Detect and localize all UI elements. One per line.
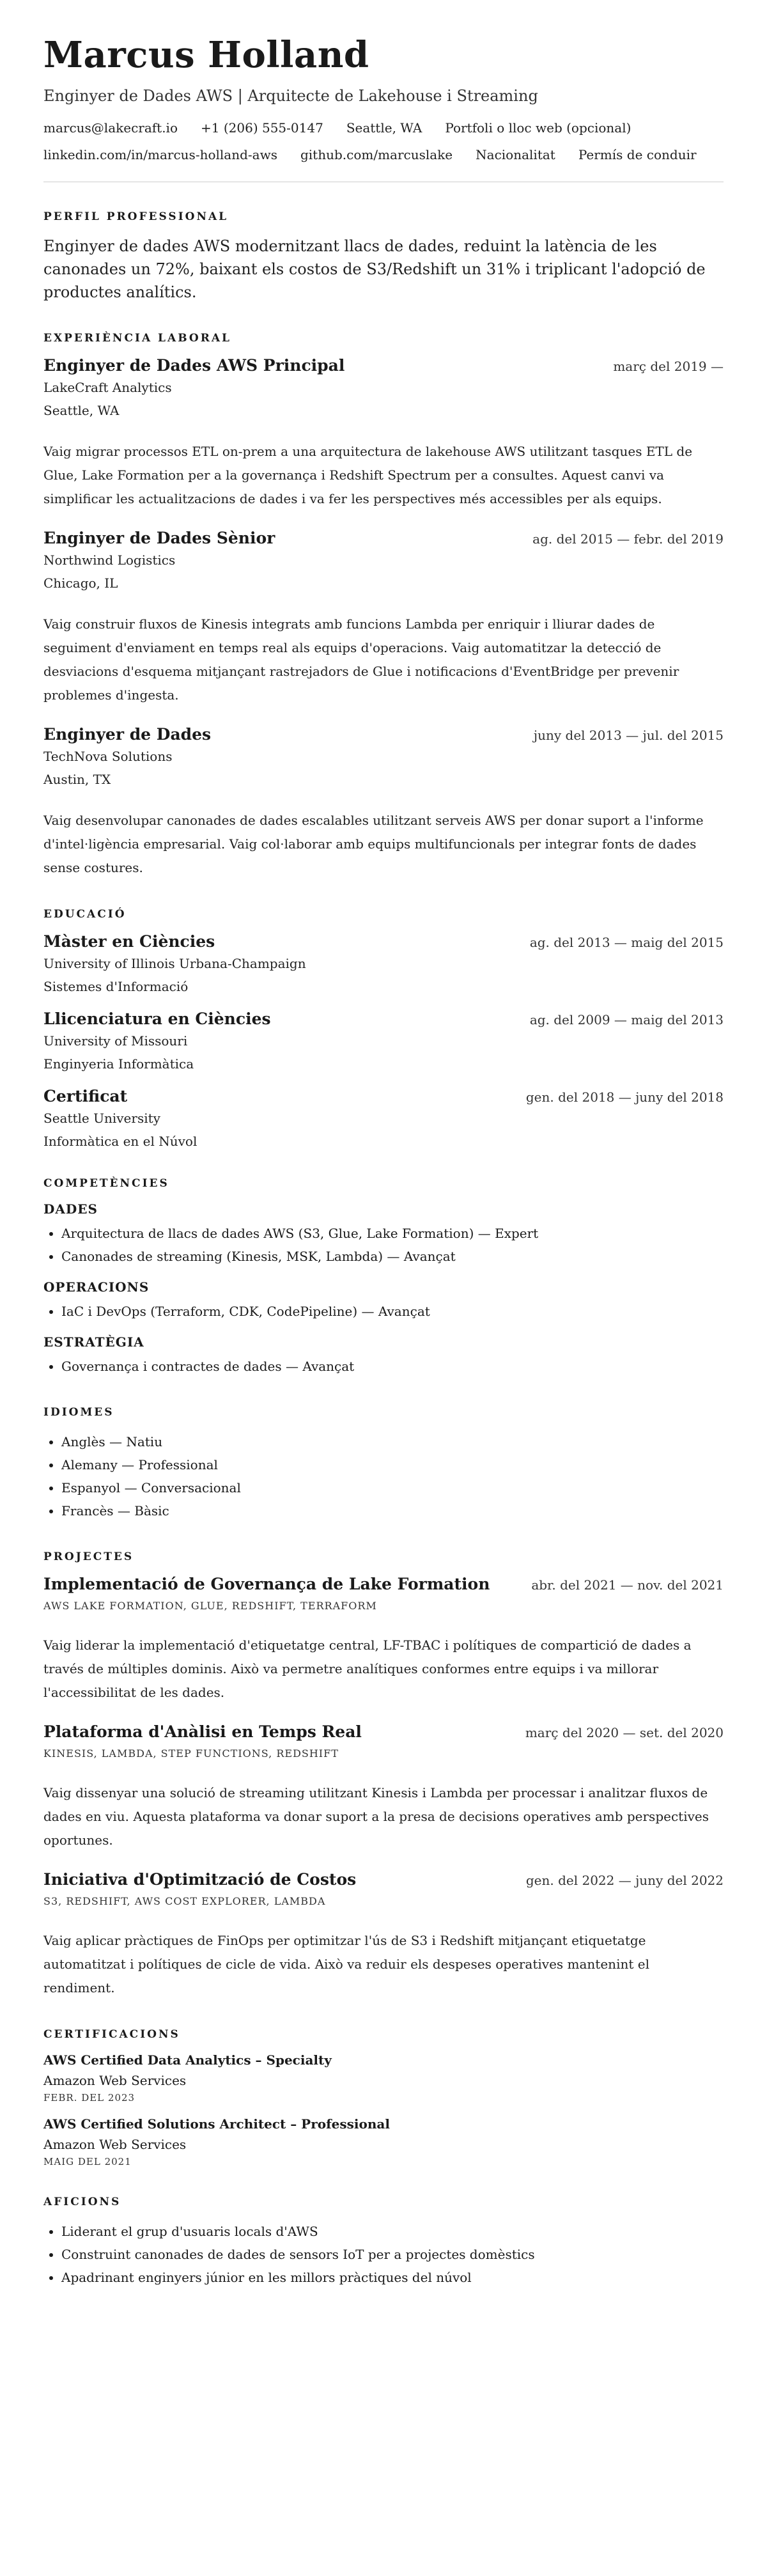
candidate-name: Marcus Holland bbox=[43, 34, 369, 76]
project-entry bbox=[43, 1575, 724, 1705]
experience-entry bbox=[43, 725, 724, 880]
skill-group-title: ESTRATÈGIA bbox=[43, 1334, 144, 1350]
nationality-text: Nacionalitat bbox=[476, 146, 555, 162]
linkedin-link[interactable]: linkedin.com/in/marcus-holland-aws bbox=[43, 146, 277, 162]
project-tags: KINESIS, LAMBDA, STEP FUNCTIONS, REDSHIFT bbox=[43, 1747, 339, 1760]
skill-group-title: DADES bbox=[43, 1201, 98, 1217]
certification-date: FEBR. DEL 2023 bbox=[43, 2091, 136, 2104]
education-entry bbox=[43, 932, 724, 994]
hobby-item: • Apadrinant enginyers júnior en les millors pràctiques del núvol bbox=[61, 2266, 724, 2289]
skill-item: • Canonades de streaming (Kinesis, MSK, Lambda) — Avançat bbox=[61, 1245, 724, 1268]
hobby-list bbox=[43, 2220, 724, 2289]
project-dates: març del 2020 — set. del 2020 bbox=[525, 1724, 724, 1740]
education-section bbox=[43, 908, 724, 1149]
school-name: University of Illinois Urbana-Champaign bbox=[43, 955, 306, 971]
certification-entry bbox=[43, 2116, 724, 2167]
phone-link[interactable]: +1 (206) 555-0147 bbox=[201, 120, 323, 136]
skills-section bbox=[43, 1177, 724, 1378]
skill-list bbox=[43, 1355, 724, 1378]
projects-section bbox=[43, 1550, 724, 2000]
experience-section bbox=[43, 332, 724, 880]
job-dates: juny del 2013 — jul. del 2015 bbox=[533, 727, 724, 743]
certification-name: AWS Certified Solutions Architect – Professional bbox=[43, 2116, 390, 2132]
job-location: Chicago, IL bbox=[43, 575, 118, 591]
contact-row-primary bbox=[43, 120, 724, 136]
certification-entry bbox=[43, 2052, 724, 2104]
study-field: Informàtica en el Núvol bbox=[43, 1133, 198, 1149]
education-dates: gen. del 2018 — juny del 2018 bbox=[525, 1089, 724, 1105]
hobby-item: • Liderant el grup d'usuaris locals d'AWS bbox=[61, 2220, 724, 2243]
project-dates: gen. del 2022 — juny del 2022 bbox=[525, 1872, 724, 1888]
resume-header bbox=[43, 36, 724, 162]
language-item: • Anglès — Natiu bbox=[61, 1430, 724, 1453]
education-entry bbox=[43, 1087, 724, 1149]
skill-group-title: OPERACIONS bbox=[43, 1279, 150, 1295]
certification-date: MAIG DEL 2021 bbox=[43, 2155, 132, 2167]
degree-title: Llicenciatura en Ciències bbox=[43, 1009, 271, 1028]
project-tags: S3, REDSHIFT, AWS COST EXPLORER, LAMBDA bbox=[43, 1894, 326, 1907]
education-dates: ag. del 2009 — maig del 2013 bbox=[529, 1011, 724, 1027]
company-name: LakeCraft Analytics bbox=[43, 379, 172, 395]
education-entry bbox=[43, 1010, 724, 1072]
skill-item: • IaC i DevOps (Terraform, CDK, CodePipeline) — Avançat bbox=[61, 1300, 724, 1323]
license-text: Permís de conduir bbox=[578, 146, 697, 162]
language-item: • Francès — Bàsic bbox=[61, 1499, 724, 1522]
skill-item: • Arquitectura de llacs de dades AWS (S3, Glue, Lake Formation) — Expert bbox=[61, 1222, 724, 1245]
project-description: Vaig dissenyar una solució de streaming utilitzant Kinesis i Lambda per processar i analitzar fluxos de dades en viu. Aquesta plataforma va donar suport a la presa de decisions operatives amb perspectives oportunes. bbox=[43, 1784, 709, 1848]
section-title-experience: EXPERIÈNCIA LABORAL bbox=[43, 331, 231, 345]
company-name: Northwind Logistics bbox=[43, 552, 176, 568]
project-entry bbox=[43, 1722, 724, 1852]
profile-section bbox=[43, 210, 724, 304]
skill-list bbox=[43, 1300, 724, 1323]
degree-title: Certificat bbox=[43, 1086, 128, 1105]
job-title: Enginyer de Dades bbox=[43, 724, 212, 744]
project-tags: AWS LAKE FORMATION, GLUE, REDSHIFT, TERRAFORM bbox=[43, 1599, 377, 1612]
section-title-education: EDUCACIÓ bbox=[43, 907, 127, 921]
job-description: Vaig migrar processos ETL on-prem a una arquitectura de lakehouse AWS utilitzant tasques ETL de Glue, Lake Formation per a la governança i Redshift Spectrum per a consultes. Aquest canvi va simplificar les actualitzacions de dades i va fer les perspectives més accessibles per als equips. bbox=[43, 443, 693, 506]
section-title-profile: PERFIL PROFESSIONAL bbox=[43, 210, 229, 223]
study-field: Enginyeria Informàtica bbox=[43, 1056, 194, 1072]
hobby-item: • Construint canonades de dades de sensors IoT per a projectes domèstics bbox=[61, 2243, 724, 2266]
certification-issuer: Amazon Web Services bbox=[43, 2072, 187, 2088]
contact-row-secondary bbox=[43, 147, 724, 162]
job-title: Enginyer de Dades Sènior bbox=[43, 528, 275, 547]
candidate-subtitle: Enginyer de Dades AWS | Arquitecte de Lakehouse i Streaming bbox=[43, 86, 538, 105]
job-dates: ag. del 2015 — febr. del 2019 bbox=[532, 531, 724, 547]
section-title-hobbies: AFICIONS bbox=[43, 2195, 121, 2208]
language-list bbox=[43, 1430, 724, 1522]
project-description: Vaig aplicar pràctiques de FinOps per optimitzar l'ús de S3 i Redshift mitjançant etiquetatge automatitzat i polítiques de cicle de vida. Això va reduir els despeses operatives mantenint el rendiment. bbox=[43, 1932, 649, 1995]
job-dates: març del 2019 — bbox=[613, 358, 724, 374]
skill-item: • Governança i contractes de dades — Avançat bbox=[61, 1355, 724, 1378]
job-location: Seattle, WA bbox=[43, 402, 120, 418]
job-title: Enginyer de Dades AWS Principal bbox=[43, 355, 345, 375]
job-description: Vaig construir fluxos de Kinesis integrats amb funcions Lambda per enriquir i lliurar dades de seguiment d'enviament en temps real als equips d'operacions. Vaig automatitzar la detecció de desviacions d'esquema mitjançant rastrejadors de Glue i notificacions d'EventBridge per prevenir problemes d'ingesta. bbox=[43, 616, 679, 703]
section-title-projects: PROJECTES bbox=[43, 1550, 134, 1563]
language-item: • Alemany — Professional bbox=[61, 1453, 724, 1476]
certifications-section bbox=[43, 2028, 724, 2167]
profile-summary: Enginyer de dades AWS modernitzant llacs de dades, reduint la latència de les canonades un 72%, baixant els costos de S3/Redshift un 31% i triplicant l'adopció de productes analítics. bbox=[43, 237, 706, 301]
company-name: TechNova Solutions bbox=[43, 748, 173, 764]
school-name: Seattle University bbox=[43, 1110, 160, 1126]
project-title: Iniciativa d'Optimització de Costos bbox=[43, 1870, 357, 1889]
section-title-certifications: CERTIFICACIONS bbox=[43, 2027, 180, 2041]
languages-section bbox=[43, 1406, 724, 1522]
study-field: Sistemes d'Informació bbox=[43, 978, 189, 994]
degree-title: Màster en Ciències bbox=[43, 932, 215, 951]
portfolio-link[interactable]: Portfoli o lloc web (opcional) bbox=[445, 120, 631, 136]
certification-issuer: Amazon Web Services bbox=[43, 2136, 187, 2152]
hobbies-section bbox=[43, 2196, 724, 2289]
school-name: University of Missouri bbox=[43, 1033, 188, 1049]
section-title-skills: COMPETÈNCIES bbox=[43, 1176, 169, 1190]
experience-entry bbox=[43, 529, 724, 707]
job-location: Austin, TX bbox=[43, 771, 111, 787]
certification-name: AWS Certified Data Analytics – Specialty bbox=[43, 2052, 332, 2068]
education-dates: ag. del 2013 — maig del 2015 bbox=[529, 934, 724, 950]
email-link[interactable]: marcus@lakecraft.io bbox=[43, 120, 178, 136]
project-dates: abr. del 2021 — nov. del 2021 bbox=[531, 1577, 724, 1593]
project-title: Implementació de Governança de Lake Formation bbox=[43, 1574, 490, 1593]
location-text: Seattle, WA bbox=[346, 120, 422, 136]
github-link[interactable]: github.com/marcuslake bbox=[300, 146, 453, 162]
project-description: Vaig liderar la implementació d'etiquetatge central, LF-TBAC i polítiques de compartició de dades a través de múltiples dominis. Això va permetre analítiques conformes entre equips i va millorar l'accessibilitat de les dades. bbox=[43, 1637, 692, 1700]
experience-entry bbox=[43, 356, 724, 511]
language-item: • Espanyol — Conversacional bbox=[61, 1476, 724, 1499]
section-title-languages: IDIOMES bbox=[43, 1405, 114, 1419]
project-title: Plataforma d'Anàlisi en Temps Real bbox=[43, 1722, 362, 1741]
project-entry bbox=[43, 1870, 724, 2000]
skill-list bbox=[43, 1222, 724, 1268]
job-description: Vaig desenvolupar canonades de dades escalables utilitzant serveis AWS per donar suport a l'informe d'intel·ligència empresarial. Vaig col·laborar amb equips multifuncionals per integrar fonts de dades sense costures. bbox=[43, 812, 704, 875]
